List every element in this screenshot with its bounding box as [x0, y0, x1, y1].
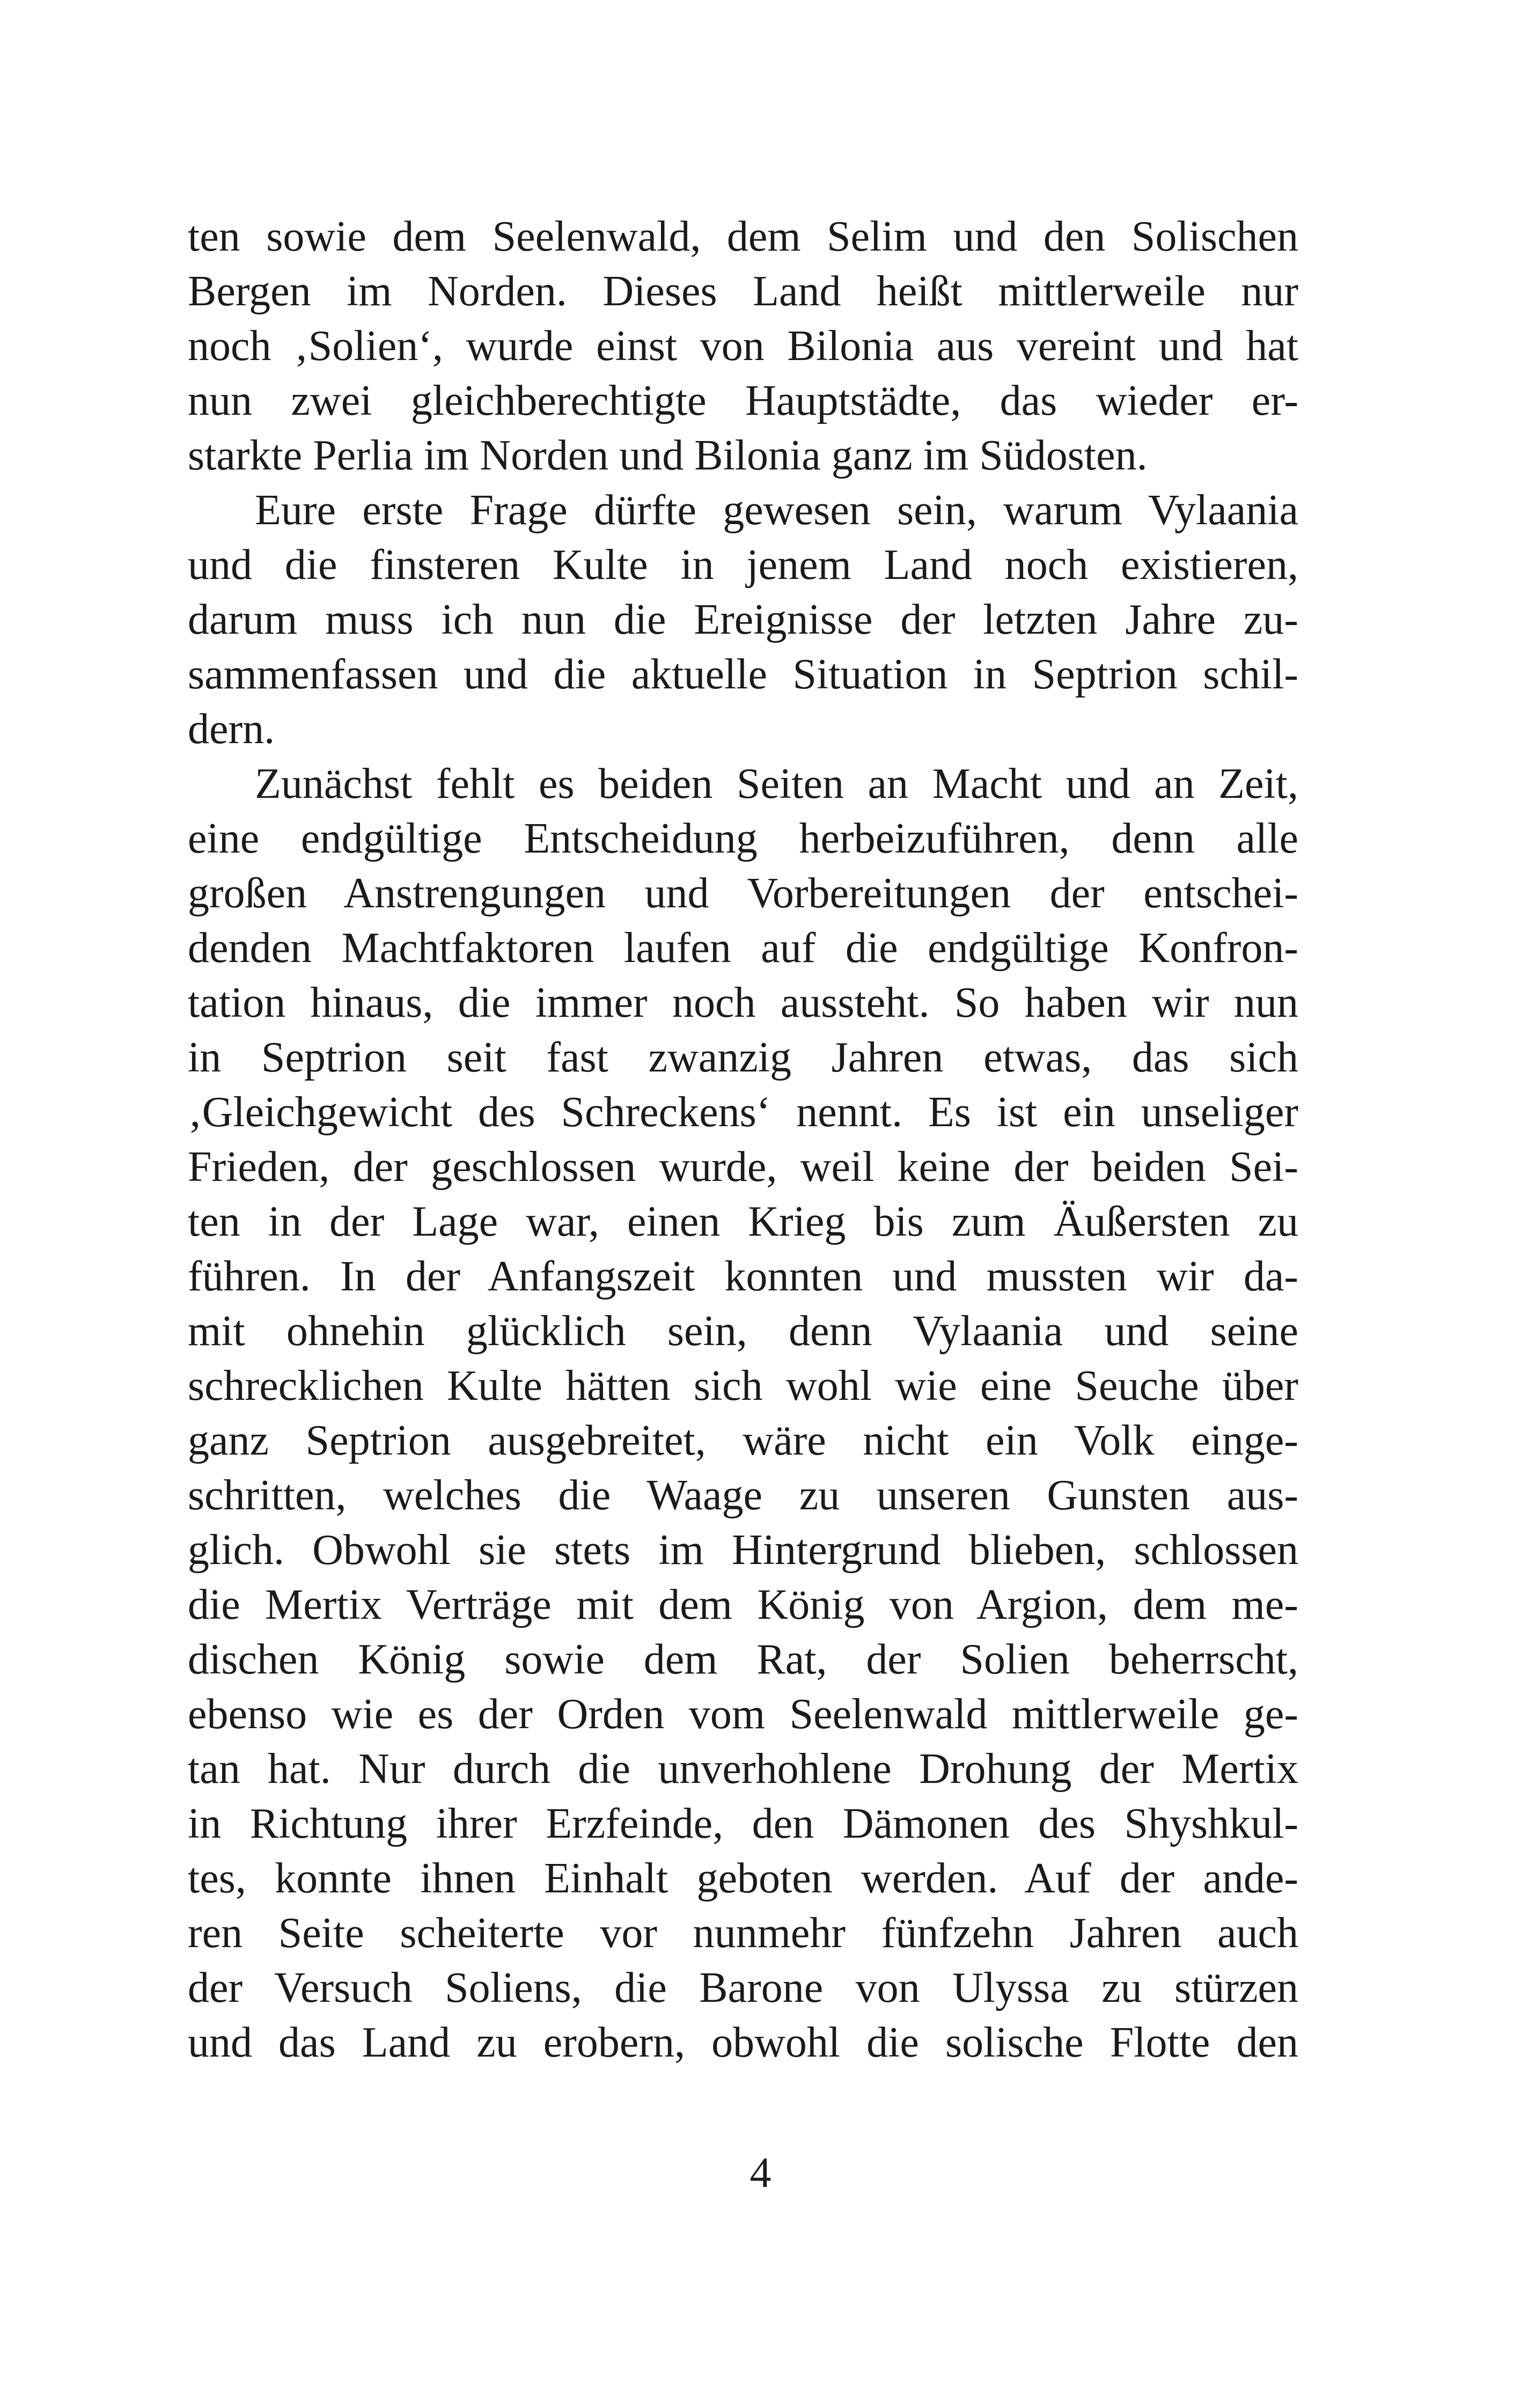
text-line: denden Machtfaktoren laufen auf die endgültige Konfron- [188, 924, 1298, 972]
text-line: ren Seite scheiterte vor nunmehr fünfzehn Jahren auch [188, 1910, 1298, 1957]
text-line: nun zwei gleichberechtigte Hauptstädte, das wieder er- [188, 377, 1298, 424]
text-line: glich. Obwohl sie stets im Hintergrund blieben, schlossen [188, 1526, 1298, 1574]
text-line: die Mertix Verträge mit dem König von Argion, dem me- [188, 1581, 1298, 1628]
text-line: ‚Gleichgewicht des Schreckens‘ nennt. Es ist ein unseliger [188, 1089, 1298, 1136]
body-text [188, 209, 1298, 2070]
text-line: eine endgültige Entscheidung herbeizuführen, denn alle [188, 815, 1298, 862]
text-line: Frieden, der geschlossen wurde, weil keine der beiden Sei- [188, 1143, 1298, 1191]
text-line: ganz Septrion ausgebreitet, wäre nicht ein Volk einge- [188, 1417, 1298, 1464]
text-line: der Versuch Soliens, die Barone von Ulyssa zu stürzen [188, 1964, 1298, 2011]
text-line: starkte Perlia im Norden und Bilonia ganz im Südosten. [188, 432, 1148, 479]
text-line: tes, konnte ihnen Einhalt geboten werden. Auf der ande- [188, 1855, 1298, 1902]
text-line: großen Anstrengungen und Vorbereitungen der entschei- [188, 870, 1298, 917]
text-line: tan hat. Nur durch die unverhohlene Drohung der Mertix [188, 1745, 1298, 1793]
text-line: in Septrion seit fast zwanzig Jahren etwas, das sich [188, 1034, 1298, 1081]
text-line: Bergen im Norden. Dieses Land heißt mittlerweile nur [188, 268, 1298, 315]
text-line: ten sowie dem Seelenwald, dem Selim und den Solischen [188, 213, 1298, 260]
text-line: ebenso wie es der Orden vom Seelenwald mittlerweile ge- [188, 1691, 1298, 1738]
text-line: noch ‚Solien‘, wurde einst von Bilonia aus vereint und hat [188, 322, 1298, 370]
text-line: schritten, welches die Waage zu unseren Gunsten aus- [188, 1472, 1298, 1519]
text-line: Zunächst fehlt es beiden Seiten an Macht und an Zeit, [255, 760, 1298, 807]
text-line: und die finsteren Kulte in jenem Land noch existieren, [188, 541, 1298, 589]
text-line: Eure erste Frage dürfte gewesen sein, warum Vylaania [255, 487, 1298, 534]
text-line: dern. [188, 706, 275, 753]
text-line: ten in der Lage war, einen Krieg bis zum Äußersten zu [188, 1198, 1298, 1245]
text-line: mit ohnehin glücklich sein, denn Vylaania und seine [188, 1308, 1298, 1355]
text-line: sammenfassen und die aktuelle Situation in Septrion schil- [188, 651, 1298, 698]
page-number: 4 [750, 2149, 771, 2197]
text-line: führen. In der Anfangszeit konnten und mussten wir da- [188, 1253, 1298, 1300]
text-line: in Richtung ihrer Erzfeinde, den Dämonen des Shyshkul- [188, 1800, 1298, 1847]
text-line: darum muss ich nun die Ereignisse der letzten Jahre zu- [188, 596, 1298, 643]
text-line: und das Land zu erobern, obwohl die solische Flotte den [188, 2019, 1298, 2066]
text-line: schrecklichen Kulte hätten sich wohl wie eine Seuche über [188, 1362, 1298, 1409]
text-line: dischen König sowie dem Rat, der Solien beherrscht, [188, 1636, 1298, 1683]
text-line: tation hinaus, die immer noch aussteht. So haben wir nun [188, 979, 1298, 1026]
